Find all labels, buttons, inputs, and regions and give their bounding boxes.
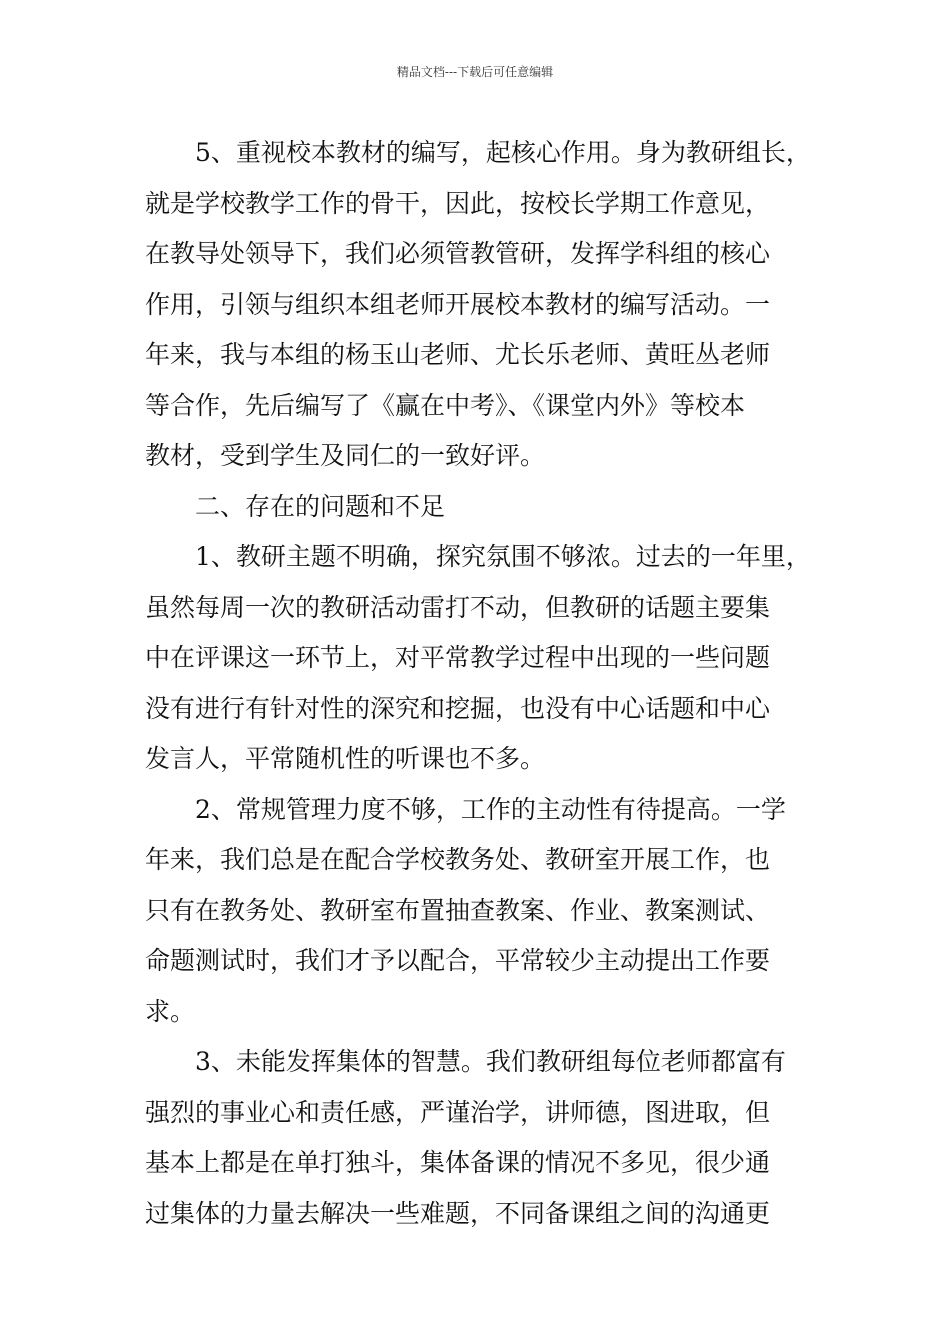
- paragraph-line: 没有进行有针对性的深究和挖掘，也没有中心话题和中心: [145, 693, 771, 723]
- paragraph-line: 1、教研主题不明确，探究氛围不够浓。过去的一年里，: [195, 542, 811, 571]
- document-body: [145, 128, 810, 1239]
- paragraph-line: 中在评课这一环节上，对平常教学过程中出现的一些问题: [145, 643, 771, 672]
- paragraph-line: 基本上都是在单打独斗，集体备课的情况不多见，很少通: [145, 1148, 771, 1177]
- paragraph-line: 教材，受到学生及同仁的一致好评。: [145, 441, 546, 470]
- paragraph-line: 就是学校教学工作的骨干，因此，按校长学期工作意见，: [145, 188, 771, 218]
- paragraph-line: 命题测试时，我们才予以配合，平常较少主动提出工作要: [145, 946, 771, 975]
- paragraph-line: 求。: [145, 996, 196, 1026]
- paragraph-line: 在教导处领导下，我们必须管教管研，发挥学科组的核心: [145, 239, 771, 268]
- paragraph-line: 发言人，平常随机性的听课也不多。: [145, 744, 546, 773]
- paragraph-line: 过集体的力量去解决一些难题，不同备课组之间的沟通更: [145, 1198, 771, 1228]
- paragraph-line: 等合作，先后编写了《赢在中考》、《课堂内外》等校本: [145, 390, 746, 420]
- section-heading: 二、存在的问题和不足: [195, 491, 446, 521]
- paragraph-line: 只有在教务处、教研室布置抽查教案、作业、教案测试、: [145, 895, 771, 925]
- page-header: 精品文档---下载后可任意编辑: [396, 65, 554, 79]
- paragraph-line: 3、未能发挥集体的智慧。我们教研组每位老师都富有: [195, 1047, 786, 1076]
- paragraph-line: 虽然每周一次的教研活动雷打不动，但教研的话题主要集: [145, 592, 771, 622]
- paragraph-line: 2、常规管理力度不够，工作的主动性有待提高。一学: [195, 794, 786, 824]
- paragraph-line: 年来，我们总是在配合学校教务处、教研室开展工作，也: [145, 845, 771, 874]
- paragraph-line: 强烈的事业心和责任感，严谨治学，讲师德，图进取，但: [145, 1097, 771, 1127]
- paragraph-line: 5、重视校本教材的编写，起核心作用。身为教研组长，: [195, 138, 811, 167]
- paragraph-line: 年来，我与本组的杨玉山老师、尤长乐老师、黄旺丛老师: [145, 340, 771, 369]
- paragraph-line: 作用，引领与组织本组老师开展校本教材的编写活动。一: [145, 289, 771, 319]
